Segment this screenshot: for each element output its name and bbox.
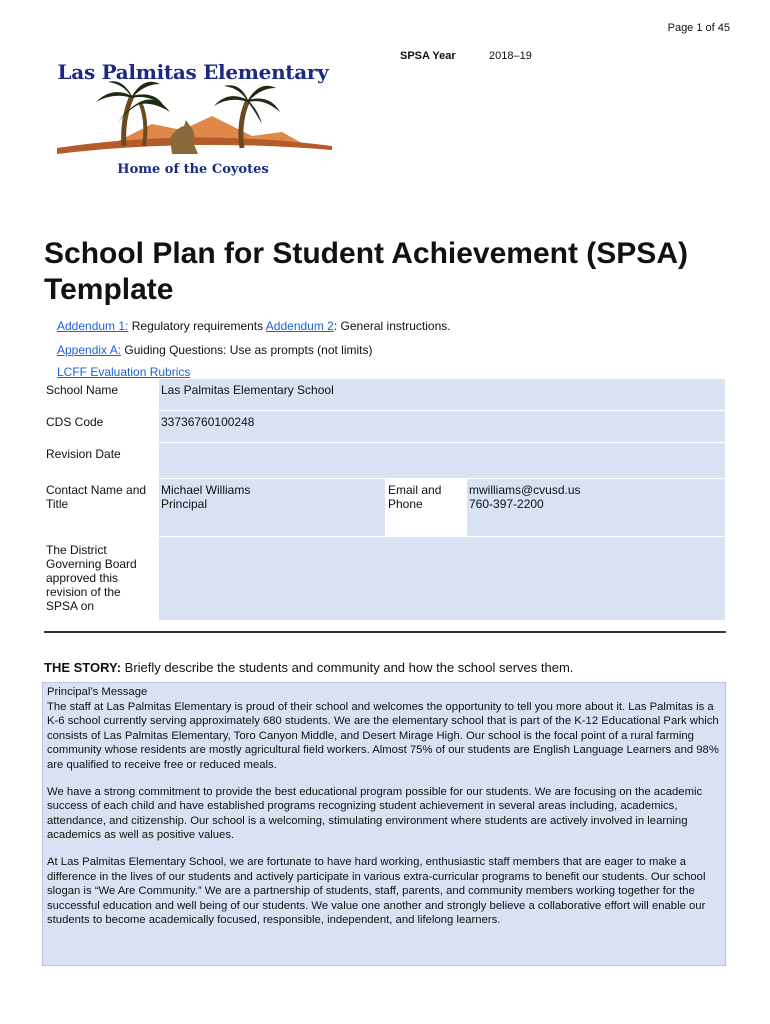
appendix-a-link[interactable]: Appendix A: — [57, 343, 122, 357]
document-title: School Plan for Student Achievement (SPSA) Template — [44, 237, 688, 306]
revision-date-label: Revision Date — [44, 443, 159, 479]
contact-title: Principal — [161, 497, 208, 511]
addendum-2-link[interactable]: Addendum 2 — [265, 319, 334, 333]
lcff-rubrics-link[interactable]: LCFF Evaluation Rubrics — [57, 365, 191, 379]
school-name-value: Las Palmitas Elementary School — [159, 379, 726, 411]
appendix-a-text: Guiding Questions: Use as prompts (not limits) — [121, 343, 373, 357]
appendix-line — [57, 343, 373, 357]
logo-subtitle: Home of the Coyotes — [117, 162, 269, 177]
phone-value: 760-397-2200 — [469, 497, 544, 511]
board-approval-value — [159, 537, 726, 621]
contact-label: Contact Name and Title — [44, 479, 159, 537]
story-heading-text: Briefly describe the students and community and how the school serves them. — [121, 660, 574, 675]
email-value: mwilliams@cvusd.us — [469, 483, 581, 497]
story-paragraph-1: The staff at Las Palmitas Elementary is proud of their school and welcomes the opportunity to tell you more about it. Las Palmitas is a K-6 school currently serving approximately 680 students. We are the elementary school that is part of the K-12 Educational Park which consists of Las Palmitas Elementary, Toro Canyon Middle, and Desert Mirage High. Our school is the focal point of a rural farming community whose residents are mostly agricultural field workers. Almost 75% of our students are English Language Learners and 98% are qualified to receive free or reduced meals. — [47, 700, 719, 771]
story-box — [42, 682, 726, 966]
cds-code-value: 33736760100248 — [159, 411, 726, 443]
story-heading — [44, 660, 573, 675]
school-info-table — [44, 378, 726, 621]
addendum-1-text: Regulatory requirements — [128, 319, 266, 333]
addendum-line — [57, 319, 451, 333]
logo-title: Las Palmitas Elementary — [57, 60, 329, 84]
email-phone-value — [467, 479, 726, 537]
spsa-year-value: 2018–19 — [489, 50, 532, 62]
story-paragraph-2: We have a strong commitment to provide the best educational program possible for our students. We are focusing on the academic success of each child and have established programs recognizing student achievement in several areas including, academics, attendance, and citizenship. Our school is a welcoming, stimulating environment where students are actively involved in learning academics as well as positive values. — [47, 785, 703, 842]
page-number: Page 1 of 45 — [667, 22, 730, 34]
spsa-year-label: SPSA Year — [400, 50, 456, 62]
section-divider — [44, 631, 726, 633]
revision-date-value — [159, 443, 726, 479]
addendum-2-text: : General instructions. — [333, 319, 451, 333]
addendum-1-link[interactable]: Addendum 1: — [57, 319, 129, 333]
contact-value — [159, 479, 386, 537]
board-approval-label: The District Governing Board approved this revision of the SPSA on — [44, 537, 159, 621]
email-phone-label: Email and Phone — [386, 479, 467, 537]
story-paragraph-3: At Las Palmitas Elementary School, we are fortunate to have hard working, enthusiastic staff members that are eager to make a difference in the lives of our students and actively participate in various extra-curricular programs to benefit our students. Our school slogan is “We Are Community.” We are a partnership of students, staff, parents, and community members working together for the successful education and well being of our students. We value one another and strongly believe a collaborative effort will enable our students to become academically focused, responsible, independent, and lifelong learners. — [47, 855, 706, 927]
lcff-line — [57, 365, 190, 379]
story-heading-bold: THE STORY: — [44, 660, 122, 675]
contact-name: Michael Williams — [161, 483, 251, 497]
school-name-label: School Name — [44, 379, 159, 411]
principal-message-title: Principal’s Message — [47, 686, 148, 698]
cds-code-label: CDS Code — [44, 411, 159, 443]
